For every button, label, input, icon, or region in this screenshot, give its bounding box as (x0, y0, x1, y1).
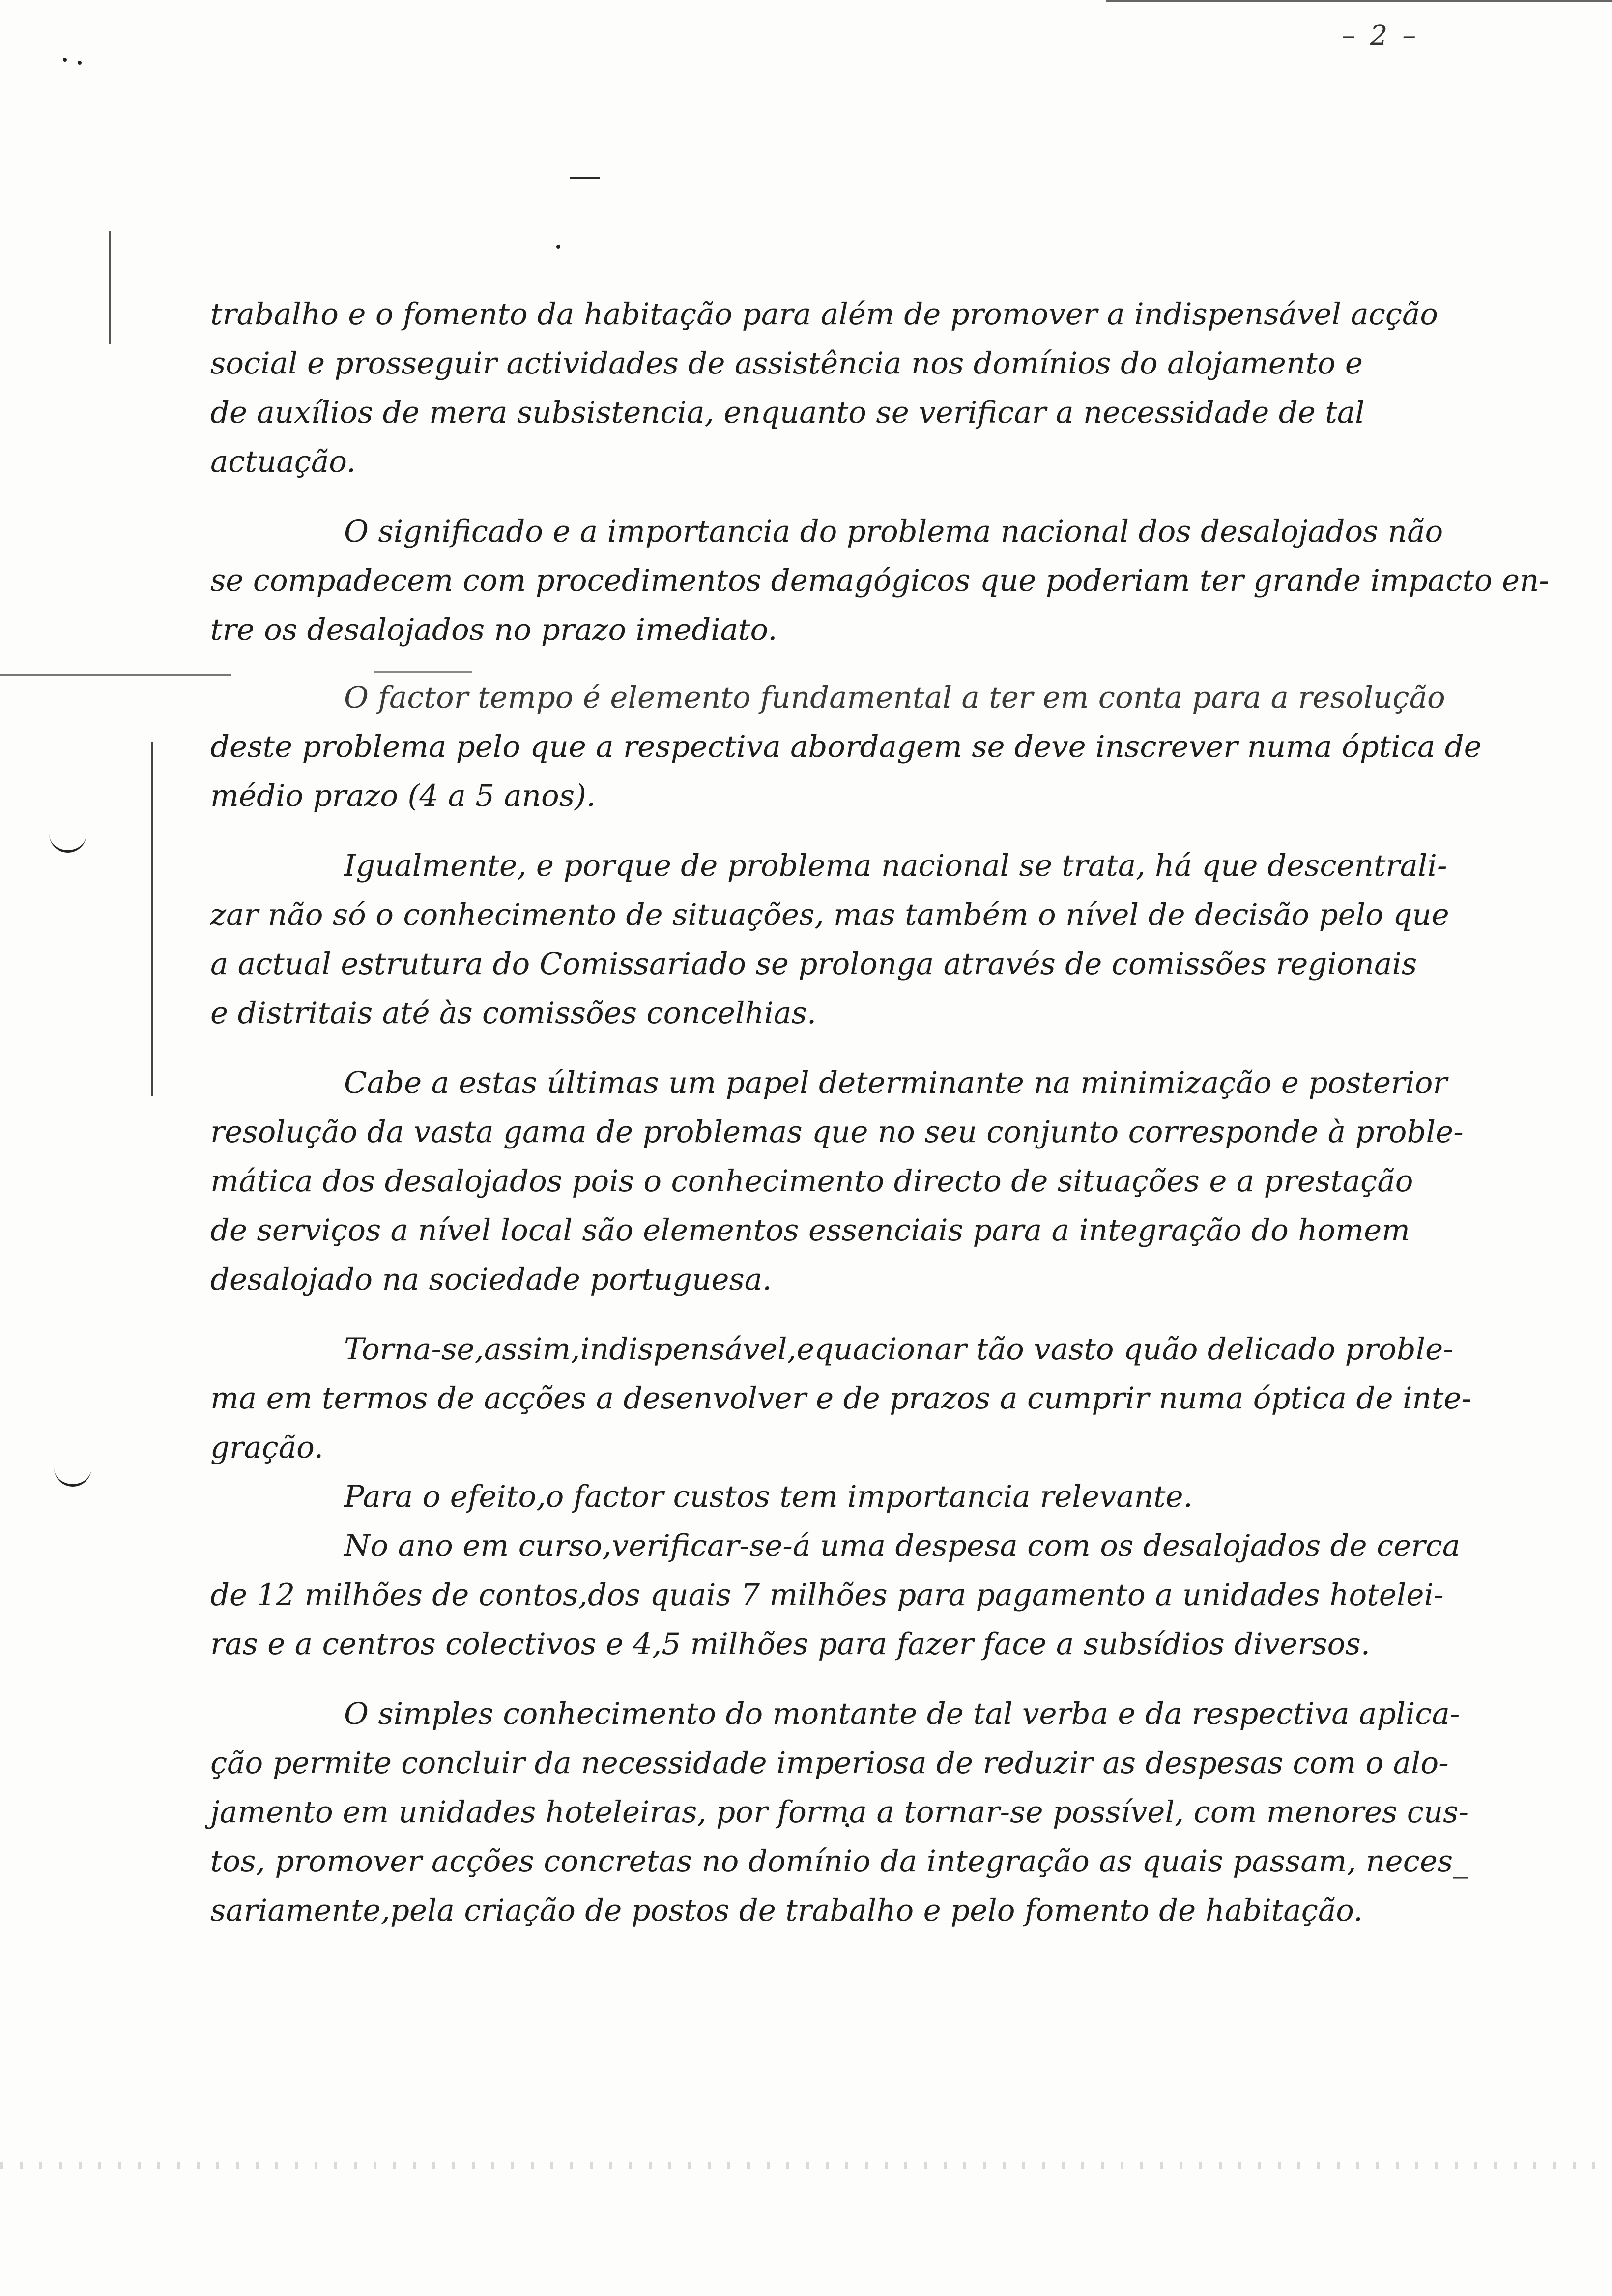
text-line: jamento em unidades hoteleiras, por forma a tornar-se possível, com menores cus- (210, 1795, 1469, 1830)
page-number: – 2 – (1342, 20, 1419, 52)
text-line: ras e a centros colectivos e 4,5 milhões para fazer face a subsídios diversos. (210, 1627, 1371, 1662)
margin-line (109, 231, 111, 344)
text-line: se compadecem com procedimentos demagógicos que poderiam ter grande impacto en- (210, 563, 1550, 598)
text-line: a actual estrutura do Comissariado se prolonga através de comissões regionais (210, 947, 1417, 981)
scan-dash-mark (570, 177, 600, 179)
text-line: social e prosseguir actividades de assistência nos domínios do alojamento e (210, 346, 1363, 381)
margin-line (151, 742, 153, 1096)
text-line: trabalho e o fomento da habitação para além de promover a indispensável acção (210, 297, 1439, 332)
text-line: ção permite concluir da necessidade imperiosa de reduzir as despesas com o alo- (210, 1746, 1449, 1780)
text-line: deste problema pelo que a respectiva abordagem se deve inscrever numa óptica de (210, 729, 1482, 764)
text-line: gração. (210, 1430, 324, 1465)
scan-noise (0, 2162, 1612, 2169)
text-line: resolução da vasta gama de problemas que no seu conjunto corresponde à proble- (210, 1115, 1464, 1149)
text-line: tos, promover acções concretas no domínio da integração as quais passam, neces_ (210, 1844, 1468, 1879)
text-line: Cabe a estas últimas um papel determinante na minimização e posterior (344, 1065, 1447, 1100)
text-line: O significado e a importancia do problema nacional dos desalojados não (344, 514, 1443, 549)
scan-speck (78, 61, 82, 65)
text-line: médio prazo (4 a 5 anos). (210, 778, 596, 813)
text-line: O factor tempo é elemento fundamental a ter em conta para a resolução (344, 680, 1445, 715)
text-line: de 12 milhões de contos,dos quais 7 milhões para pagamento a unidades hotelei- (210, 1578, 1444, 1612)
punch-hole-mark (49, 831, 86, 853)
text-line: Torna-se,assim,indispensável,equacionar tão vasto quão delicado proble- (344, 1332, 1453, 1367)
scan-speck (556, 245, 560, 249)
text-line: mática dos desalojados pois o conhecimento directo de situações e a prestação (210, 1164, 1413, 1199)
text-line: O simples conhecimento do montante de tal verba e da respectiva aplica- (344, 1696, 1460, 1731)
text-line: Igualmente, e porque de problema nacional se trata, há que descentrali- (344, 848, 1447, 883)
text-line: de serviços a nível local são elementos essenciais para a integração do homem (210, 1213, 1410, 1248)
text-line: desalojado na sociedade portuguesa. (210, 1262, 772, 1297)
text-line: ma em termos de acções a desenvolver e de prazos a cumprir numa óptica de inte- (210, 1381, 1472, 1416)
text-line: Para o efeito,o factor custos tem importancia relevante. (344, 1479, 1193, 1514)
punch-hole-mark (54, 1464, 91, 1487)
scan-top-rule (1106, 0, 1612, 2)
text-line: de auxílios de mera subsistencia, enquanto se verificar a necessidade de tal (210, 395, 1365, 430)
scan-speck (63, 58, 67, 62)
text-line: No ano em curso,verificar-se-á uma despesa com os desalojados de cerca (344, 1528, 1460, 1563)
body-text (210, 290, 1550, 1935)
text-line: sariamente,pela criação de postos de trabalho e pelo fomento de habitação. (210, 1893, 1363, 1928)
text-line: e distritais até às comissões concelhias. (210, 996, 817, 1031)
text-line: tre os desalojados no prazo imediato. (210, 612, 777, 647)
text-line: actuação. (210, 444, 356, 479)
text-line: zar não só o conhecimento de situações, mas também o nível de decisão pelo que (210, 897, 1449, 932)
scan-rule (0, 674, 231, 676)
